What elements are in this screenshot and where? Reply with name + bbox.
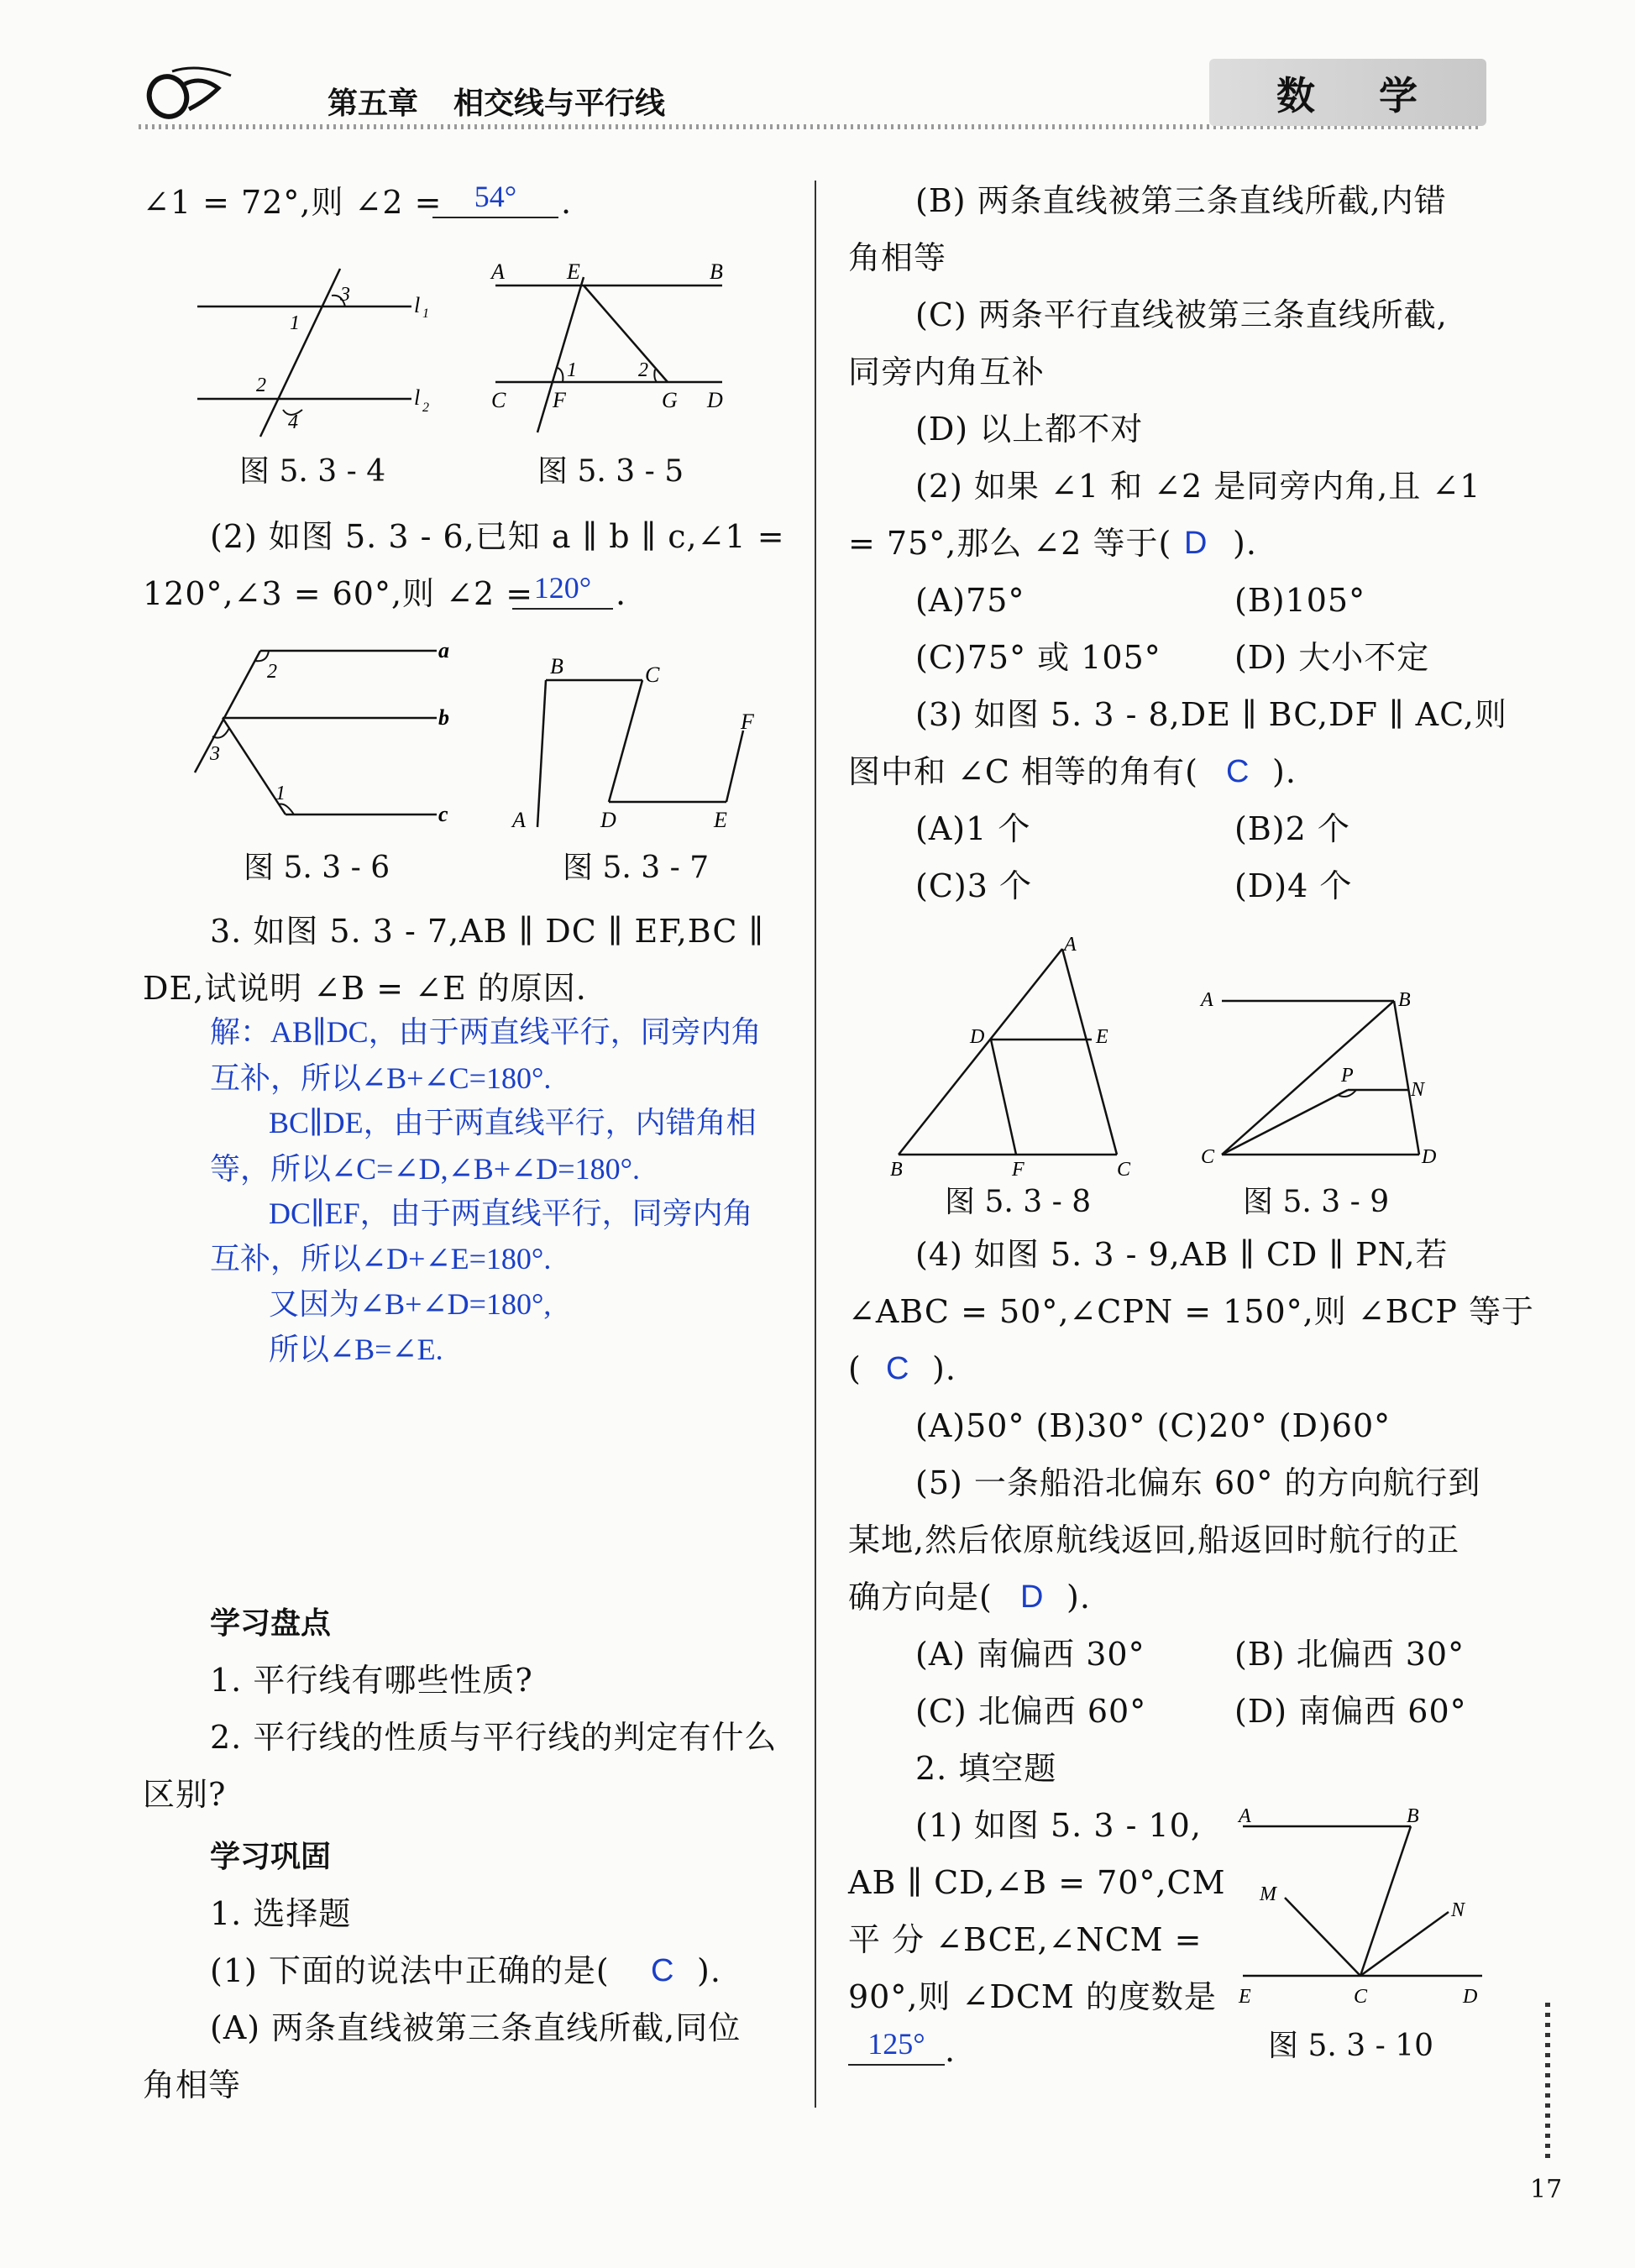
c1-option-b: (B) 两条直线被第三条直线所截,内错	[915, 182, 1447, 219]
svg-text:2: 2	[638, 359, 648, 381]
c2-option-a: (A)75°	[915, 582, 1025, 619]
c2-option-c: (C)75° 或 105°	[915, 639, 1161, 676]
c1-question-end: ).	[697, 1952, 721, 1989]
study-item-2-cont: 区别?	[143, 1776, 227, 1813]
svg-text:C: C	[1117, 1159, 1131, 1176]
figure-5-3-4	[189, 260, 449, 445]
svg-text:l: l	[414, 293, 421, 317]
figure-5-3-5	[487, 260, 731, 437]
c1-option-b-cont: 角相等	[848, 239, 947, 276]
svg-text:c: c	[438, 802, 448, 826]
svg-text:D: D	[1463, 1986, 1478, 2008]
c4-question-cont: ∠ABC = 50°,∠CPN = 150°,则 ∠BCP 等于	[848, 1293, 1535, 1330]
figure-5-3-8	[886, 932, 1146, 1176]
solution-line-7: 又因为∠B+∠D=180°,	[269, 1287, 552, 1321]
header-chapter: 第五章	[328, 86, 419, 121]
q3-line1: 3. 如图 5. 3 - 7,AB ∥ DC ∥ EF,BC ∥	[210, 913, 765, 950]
header-chapter-title: 相交线与平行线	[453, 86, 666, 121]
header-subject: 数 学	[1276, 73, 1444, 118]
c4-answer: C	[886, 1351, 910, 1386]
c1-option-d: (D) 以上都不对	[915, 411, 1144, 448]
c2-option-d: (D) 大小不定	[1234, 639, 1430, 676]
svg-text:A: A	[1239, 1805, 1251, 1827]
period: .	[561, 184, 573, 221]
c3-question-end: ).	[1272, 753, 1297, 790]
period: .	[616, 575, 627, 612]
svg-text:D: D	[970, 1026, 985, 1048]
caption-5-3-9: 图 5. 3 - 9	[1243, 1185, 1390, 1219]
svg-text:C: C	[491, 388, 506, 412]
caption-5-3-6: 图 5. 3 - 6	[244, 851, 390, 885]
svg-text:3: 3	[340, 284, 350, 306]
svg-text:A: A	[1064, 934, 1077, 956]
c5-question-end: ).	[1066, 1579, 1091, 1616]
fill-heading: 2. 填空题	[915, 1750, 1057, 1787]
svg-text:P: P	[1341, 1065, 1354, 1087]
c4-paren-open: (	[848, 1350, 862, 1387]
svg-text:b: b	[438, 705, 449, 730]
solution-line-4: 等，所以∠C=∠D,∠B+∠D=180°.	[210, 1152, 640, 1186]
answer-blank-f1: 125°	[848, 2024, 945, 2066]
c5-question: (5) 一条船沿北偏东 60° 的方向航行到	[915, 1464, 1481, 1501]
c3-option-c: (C)3 个	[915, 867, 1032, 904]
svg-text:G: G	[662, 388, 678, 412]
svg-text:1: 1	[290, 312, 300, 334]
solution-line-5: DC∥EF，由于两直线平行，同旁内角	[269, 1197, 753, 1230]
answer-blank-2: 120°	[512, 568, 613, 610]
svg-text:B: B	[1398, 989, 1411, 1011]
q2-line2: 120°,∠3 = 60°,则 ∠2 =	[143, 575, 534, 612]
period: .	[945, 2032, 956, 2069]
c5-answer: D	[1020, 1579, 1045, 1615]
c1-option-a-cont: 角相等	[143, 2066, 242, 2103]
svg-text:1: 1	[275, 783, 286, 804]
c5-question-cont: 某地,然后依原航线返回,船返回时航行的正	[848, 1522, 1460, 1558]
column-divider	[815, 181, 816, 2108]
c2-question-end: ).	[1233, 525, 1257, 562]
c2-option-b: (B)105°	[1234, 582, 1366, 619]
q3-line2: DE,试说明 ∠B = ∠E 的原因.	[143, 970, 587, 1007]
caption-5-3-8: 图 5. 3 - 8	[945, 1185, 1092, 1219]
study-item-2: 2. 平行线的性质与平行线的判定有什么	[210, 1719, 778, 1756]
svg-text:C: C	[1354, 1986, 1368, 2008]
f1-line3: 平 分 ∠BCE,∠NCM =	[848, 1921, 1203, 1958]
c2-answer: D	[1184, 526, 1208, 561]
svg-text:2: 2	[422, 401, 429, 415]
c3-option-a: (A)1 个	[915, 810, 1031, 847]
solution-line-6: 互补，所以∠D+∠E=180°.	[210, 1242, 552, 1275]
svg-text:F: F	[741, 710, 754, 734]
c4-question: (4) 如图 5. 3 - 9,AB ∥ CD ∥ PN,若	[915, 1236, 1449, 1273]
caption-5-3-10: 图 5. 3 - 10	[1268, 2029, 1433, 2063]
page-number: 17	[1530, 2175, 1563, 2204]
svg-text:3: 3	[210, 743, 220, 765]
figure-5-3-6	[185, 634, 462, 835]
c3-question-cont: 图中和 ∠C 相等的角有(	[848, 753, 1198, 790]
svg-text:N: N	[1451, 1899, 1465, 1921]
svg-text:M: M	[1260, 1883, 1276, 1905]
svg-text:B: B	[1407, 1805, 1419, 1827]
svg-text:D: D	[600, 808, 616, 832]
caption-5-3-7: 图 5. 3 - 7	[563, 851, 710, 885]
svg-text:F: F	[1012, 1159, 1024, 1176]
svg-text:4: 4	[288, 411, 298, 433]
figure-5-3-10	[1234, 1801, 1486, 2019]
solution-line-2: 互补，所以∠B+∠C=180°.	[210, 1061, 552, 1095]
svg-text:F: F	[553, 388, 566, 412]
c5-option-a: (A) 南偏西 30°	[915, 1636, 1145, 1673]
svg-text:C: C	[645, 663, 660, 687]
solution-line-1: 解：AB∥DC，由于两直线平行，同旁内角	[210, 1015, 762, 1049]
c5-option-c: (C) 北偏西 60°	[915, 1693, 1147, 1730]
c1-option-a: (A) 两条直线被第三条直线所截,同位	[210, 2009, 742, 2046]
q2-line1: (2) 如图 5. 3 - 6,已知 a ∥ b ∥ c,∠1 =	[210, 518, 785, 555]
margin-dots	[1545, 2003, 1550, 2162]
f1-line2: AB ∥ CD,∠B = 70°,CM	[848, 1864, 1226, 1901]
svg-text:D: D	[1422, 1146, 1437, 1168]
svg-text:A: A	[1201, 989, 1213, 1011]
svg-text:N: N	[1411, 1079, 1425, 1101]
c5-option-b: (B) 北偏西 30°	[1234, 1636, 1465, 1673]
c1-option-c: (C) 两条平行直线被第三条直线所截,	[915, 296, 1448, 333]
svg-text:E: E	[1239, 1986, 1251, 2008]
c3-option-d: (D)4 个	[1234, 867, 1353, 904]
f1-line4: 90°,则 ∠DCM 的度数是	[848, 1978, 1217, 2015]
c5-question-cont2: 确方向是(	[848, 1579, 993, 1616]
svg-text:E: E	[1096, 1026, 1108, 1048]
svg-text:E: E	[567, 260, 580, 284]
svg-text:l: l	[414, 385, 421, 410]
header-logo	[139, 59, 239, 126]
svg-text:D: D	[707, 388, 723, 412]
c5-option-d: (D) 南偏西 60°	[1234, 1693, 1467, 1730]
svg-text:B: B	[710, 260, 723, 284]
c3-option-b: (B)2 个	[1234, 810, 1350, 847]
svg-text:B: B	[890, 1159, 903, 1176]
c2-question: (2) 如果 ∠1 和 ∠2 是同旁内角,且 ∠1	[915, 468, 1481, 505]
svg-text:1: 1	[422, 306, 429, 321]
solution-line-8: 所以∠B=∠E.	[269, 1333, 443, 1366]
c1-question: (1) 下面的说法中正确的是(	[210, 1952, 610, 1989]
choice-heading: 1. 选择题	[210, 1895, 352, 1932]
svg-text:C: C	[1201, 1146, 1215, 1168]
section-consolidation: 学习巩固	[210, 1840, 332, 1874]
section-study-review: 学习盘点	[210, 1606, 332, 1641]
c2-question-cont: = 75°,那么 ∠2 等于(	[848, 525, 1172, 562]
svg-text:B: B	[550, 655, 563, 678]
caption-5-3-5: 图 5. 3 - 5	[537, 454, 684, 489]
figure-5-3-9	[1197, 982, 1457, 1176]
svg-text:A: A	[512, 808, 526, 832]
svg-text:1: 1	[567, 359, 577, 381]
study-item-1: 1. 平行线有哪些性质?	[210, 1662, 533, 1699]
svg-text:a: a	[438, 638, 449, 663]
c3-answer: C	[1226, 754, 1250, 789]
svg-text:2: 2	[267, 661, 277, 683]
svg-text:2: 2	[256, 375, 266, 396]
c4-options: (A)50° (B)30° (C)20° (D)60°	[915, 1407, 1391, 1444]
solution-line-3: BC∥DE，由于两直线平行，内错角相	[269, 1106, 757, 1139]
c1-option-c-cont: 同旁内角互补	[848, 354, 1045, 390]
answer-blank-1: 54°	[432, 176, 558, 218]
f1-line1: (1) 如图 5. 3 - 10,	[915, 1807, 1202, 1844]
c3-question: (3) 如图 5. 3 - 8,DE ∥ BC,DF ∥ AC,则	[915, 696, 1507, 733]
c1-answer: C	[651, 1953, 675, 1988]
caption-5-3-4: 图 5. 3 - 4	[239, 454, 386, 489]
svg-text:E: E	[714, 808, 727, 832]
figure-5-3-7	[504, 655, 764, 840]
q1-tail: ∠1 = 72°,则 ∠2 =	[143, 184, 443, 221]
c4-paren-close: ).	[932, 1350, 956, 1387]
svg-text:A: A	[491, 260, 505, 284]
